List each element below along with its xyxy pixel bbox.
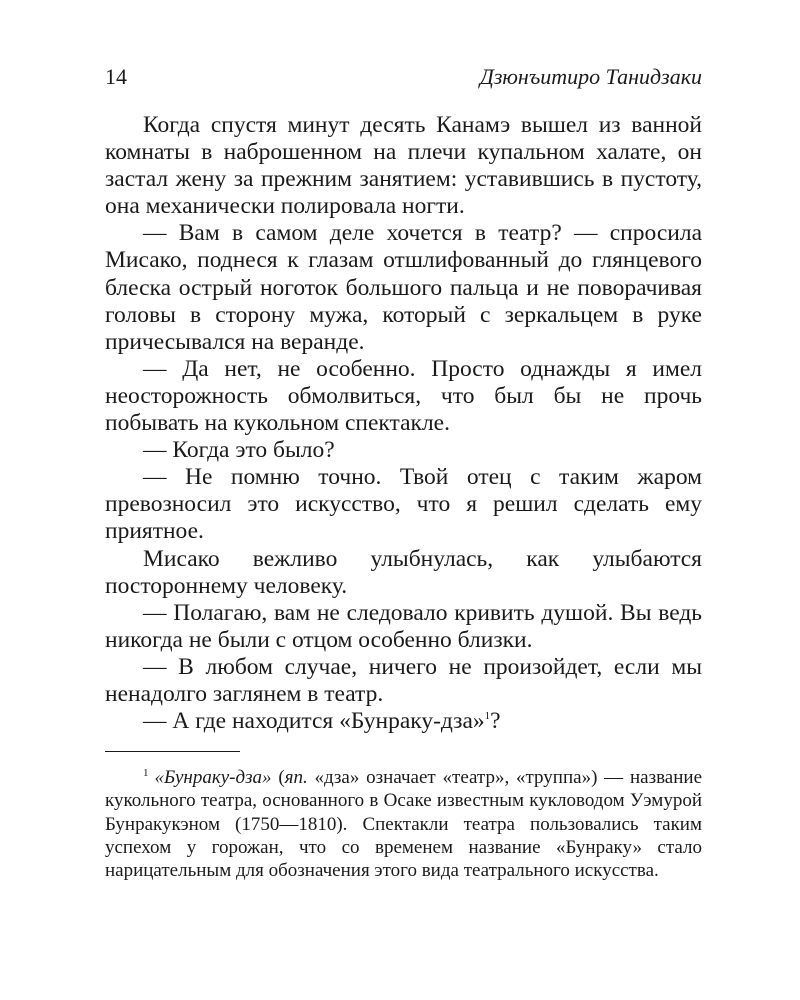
- footnote-reference[interactable]: 1: [484, 710, 491, 723]
- footnote: [105, 766, 702, 882]
- book-page: [105, 58, 702, 883]
- footnote-mark: 1: [143, 767, 149, 780]
- footnote-text: «дза» означает «театр», «труппа») — название кукольного театра, основанного в Осаке известным кукловодом Уэмурой Бунракукэном (1750—1810). Спектакли театра пользовались таким успехом у горожан, что со временем название «Бунраку» стало нарицательным для обозначения этого вида театрального искусства.: [105, 767, 703, 882]
- paragraph-text: — А где находится «Бунраку-дза»: [143, 708, 485, 735]
- paragraph: — Полагаю, вам не следовало кривить душой. Вы ведь никогда не были с отцом особенно близки.: [105, 599, 702, 653]
- footnote-language: яп.: [284, 767, 308, 789]
- paragraph: — В любом случае, ничего не произойдет, если мы ненадолго заглянем в театр.: [105, 653, 702, 707]
- paragraph-text-end: ?: [490, 708, 501, 735]
- footnote-term: «Бунраку-дза»: [154, 767, 272, 789]
- paragraph: — Да нет, не особенно. Просто однажды я имел неосторожность обмолвиться, что был бы не прочь побывать на кукольном спектакле.: [105, 355, 702, 437]
- paragraph: Когда спустя минут десять Канамэ вышел из ванной комнаты в наброшенном на плечи купальном халате, он застал жену за прежним занятием: уставившись в пустоту, она механически полировала ногти.: [105, 112, 702, 220]
- body-text: [105, 112, 702, 735]
- paragraph: [105, 708, 702, 735]
- footnote-divider: [105, 751, 240, 752]
- page-header: [105, 58, 702, 98]
- paragraph: — Когда это было?: [143, 437, 335, 464]
- paragraph: Мисако вежливо улыбнулась, как улыбаются постороннему человеку.: [105, 545, 702, 599]
- page-number: 14: [105, 64, 127, 89]
- paragraph: — Не помню точно. Твой отец с таким жаром превозносил это искусство, что я решил сделать ему приятное.: [105, 464, 702, 545]
- paragraph: — Вам в самом деле хочется в театр? — спросила Мисако, поднеся к глазам отшлифованный до глянцевого блеска острый ноготок большого пальца и не поворачивая головы в сторону мужа, который с зеркальцем в руке причесывался на веранде.: [105, 220, 702, 355]
- footnote-paren: (: [278, 767, 285, 789]
- running-title: Дзюнъитиро Танидзаки: [479, 64, 702, 89]
